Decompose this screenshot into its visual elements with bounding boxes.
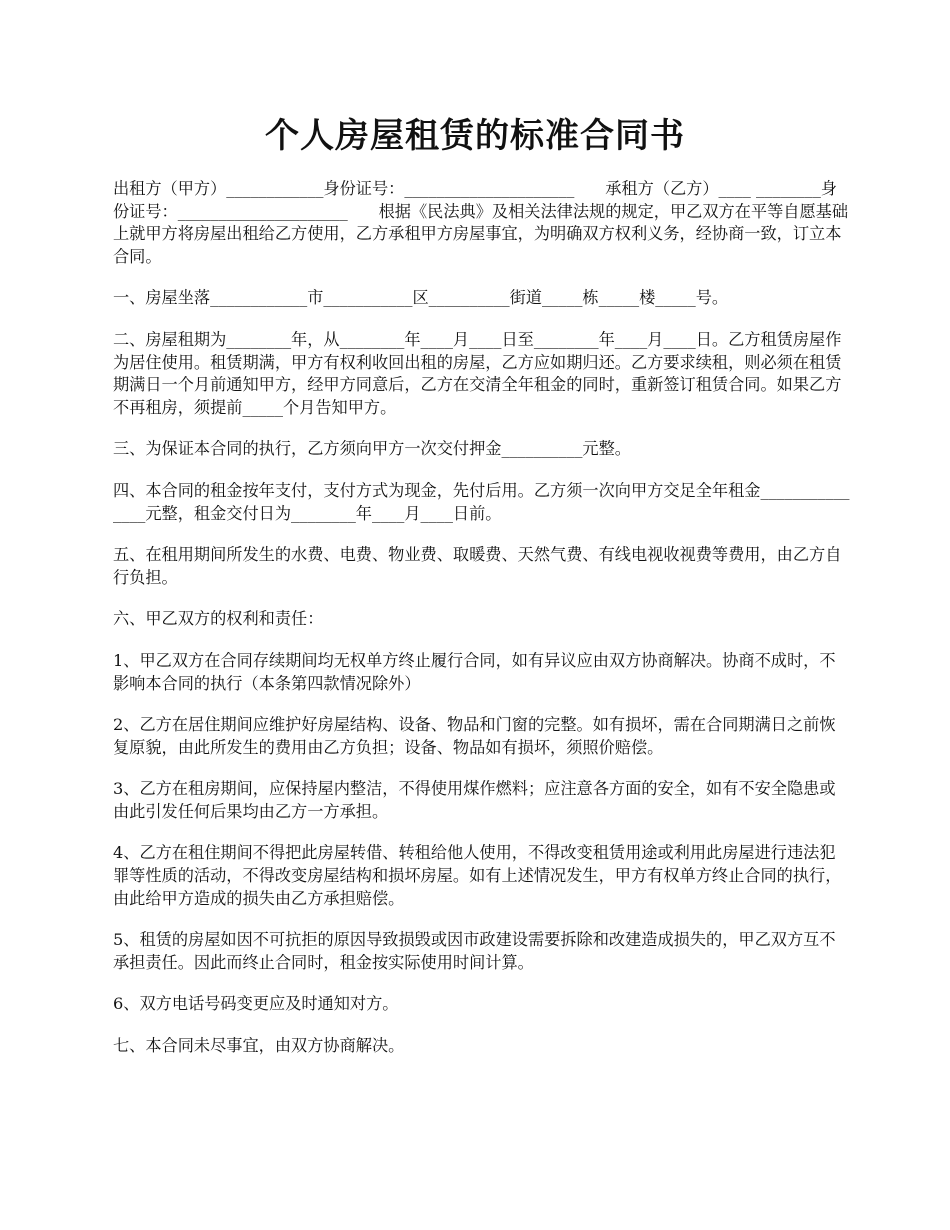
paragraph-location: 一、房屋坐落____________市___________区__________街道_____栋_____楼_____号。: [113, 288, 729, 308]
paragraph-fees: 五、在租用期间所发生的水费、电费、物业费、取暖费、天然气费、有线电视收视费等费用，由乙方自行负担。: [113, 545, 842, 587]
paragraph-clause-1: 1、甲乙双方在合同存续期间均无权单方终止履行合同，如有异议应由双方协商解决。协商不成时，不影响本合同的执行（本条第四款情况除外）: [113, 650, 836, 693]
document-body: [113, 178, 851, 1077]
paragraph-parties: 出租方（甲方）____________身份证号：_____________________ 承租方（乙方）____ ________身份证号：_____________________ 根据《民法典》及相关法律法规的规定，甲乙双方在平等自愿基础上就甲方将房屋出租给乙方使用，乙方承租甲方房屋事宜，为明确双方权利义务，经协商一致，订立本合同。: [113, 179, 849, 266]
paragraph-clause-6: 6、双方电话号码变更应及时通知对方。: [113, 994, 399, 1014]
paragraph-clause-2: 2、乙方在居住期间应维护好房屋结构、设备、物品和门窗的完整。如有损坏，需在合同期满日之前恢复原貌，由此所发生的费用由乙方负担；设备、物品如有损坏，须照价赔偿。: [113, 715, 836, 757]
paragraph-term: 二、房屋租期为________年，从________年____月____日至________年____月____日。乙方租赁房屋作为居住使用。租赁期满，甲方有权利收回出租的房屋，乙方应如期归还。乙方要求续租，则必须在租赁期满日一个月前通知甲方，经甲方同意后，乙方在交清全年租金的同时，重新签订租赁合同。如果乙方不再租房，须提前_____个月告知甲方。: [113, 329, 842, 417]
paragraph-rent: 四、本合同的租金按年支付，支付方式为现金，先付后用。乙方须一次向甲方交足全年租金_______________元整，租金交付日为________年____月____日前。: [113, 480, 850, 523]
paragraph-clause-5: 5、租赁的房屋如因不可抗拒的原因导致损毁或因市政建设需要拆除和改建造成损失的，甲乙双方互不承担责任。因此而终止合同时，租金按实际使用时间计算。: [113, 930, 836, 972]
document-title: 个人房屋租赁的标准合同书: [265, 116, 685, 156]
paragraph-deposit: 三、为保证本合同的执行，乙方须向甲方一次交付押金__________元整。: [113, 439, 631, 459]
paragraph-final: 七、本合同未尽事宜，由双方协商解决。: [113, 1036, 405, 1056]
paragraph-clause-4: 4、乙方在租住期间不得把此房屋转借、转租给他人使用，不得改变租赁用途或利用此房屋进行违法犯罪等性质的活动，不得改变房屋结构和损坏房屋。如有上述情况发生，甲方有权单方终止合同的执行，由此给甲方造成的损失由乙方承担赔偿。: [113, 843, 842, 908]
paragraph-clause-3: 3、乙方在租房期间，应保持屋内整洁，不得使用煤作燃料；应注意各方面的安全，如有不安全隐患或由此引发任何后果均由乙方一方承担。: [113, 779, 836, 821]
paragraph-rights-heading: 六、甲乙双方的权利和责任：: [113, 609, 324, 629]
